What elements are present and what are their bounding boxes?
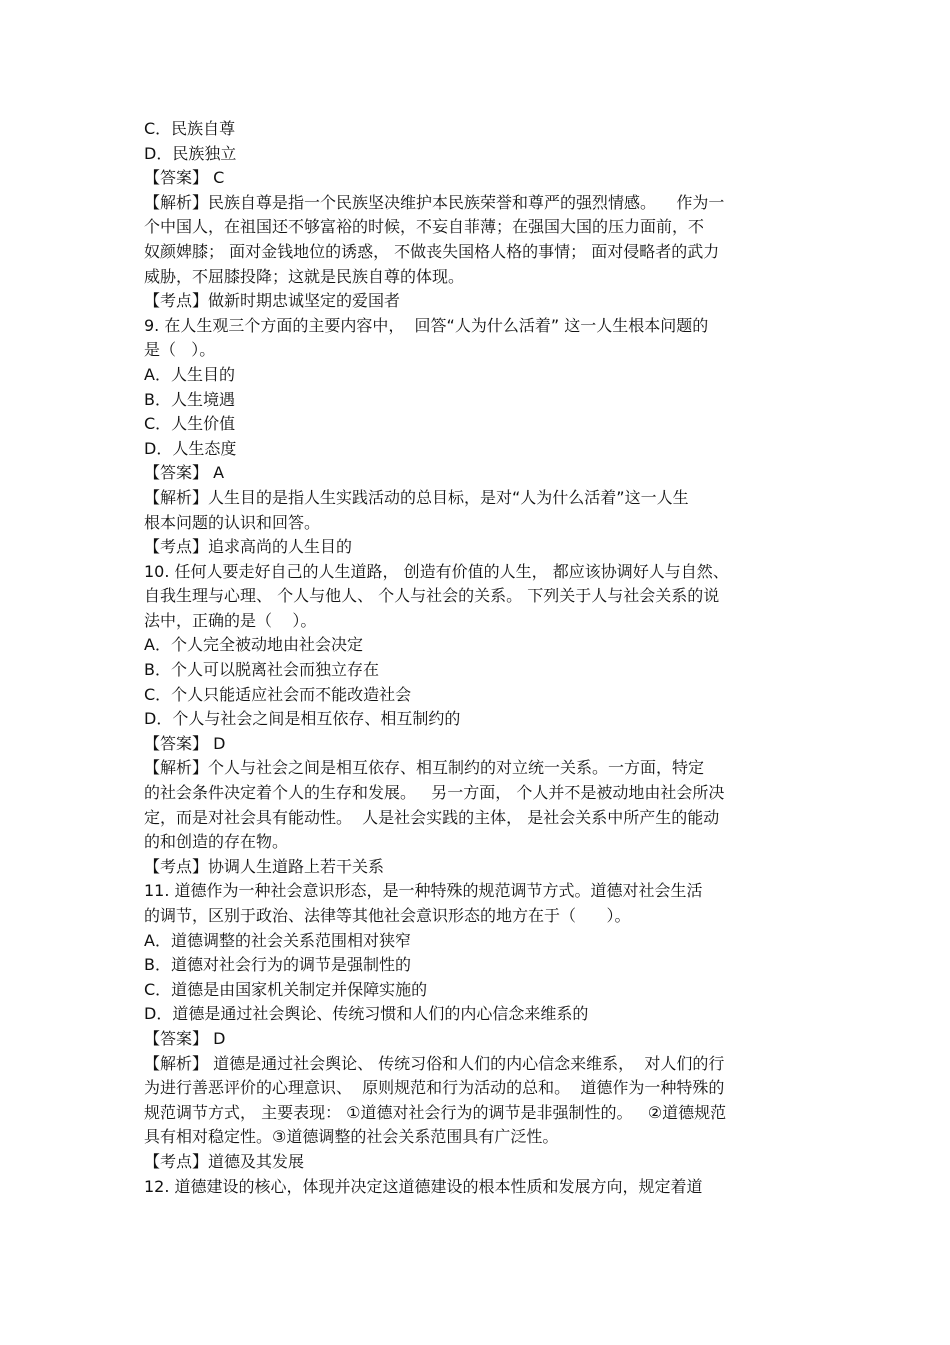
- text-line: 10. 任何人要走好自己的人生道路， 创造有价值的人生， 都应该协调好人与自然、: [144, 561, 729, 581]
- text-line: 具有相对稳定性。③道德调整的社会关系范围具有广泛性。: [144, 1127, 559, 1147]
- text-line: 根本问题的认识和回答。: [144, 512, 321, 532]
- text-line: A．个人完全被动地由社会决定: [144, 635, 363, 655]
- text-line: 【考点】道德及其发展: [144, 1151, 305, 1171]
- text-line: 11. 道德作为一种社会意识形态，是一种特殊的规范调节方式。道德对社会生活: [144, 881, 703, 901]
- text-line: 12. 道德建设的核心，体现并决定这道德建设的根本性质和发展方向，规定着道: [144, 1176, 703, 1196]
- text-line: C．民族自尊: [144, 119, 236, 138]
- text-line: 【解析】个人与社会之间是相互依存、相互制约的对立统一关系。一方面，特定: [144, 758, 705, 778]
- document-body: [144, 117, 824, 1199]
- text-line: D．道德是通过社会舆论、传统习惯和人们的内心信念来维系的: [144, 1004, 589, 1024]
- text-line: B．道德对社会行为的调节是强制性的: [144, 955, 411, 975]
- text-line: 【解析】人生目的是指人生实践活动的总目标，是对“人为什么活着”这一人生: [144, 487, 689, 507]
- text-line: 【考点】追求高尚的人生目的: [144, 537, 353, 557]
- text-line: 威胁，不屈膝投降；这就是民族自尊的体现。: [144, 266, 465, 286]
- text-line: 为进行善恶评价的心理意识、 原则规范和行为活动的总和。 道德作为一种特殊的: [144, 1078, 725, 1098]
- text-line: 的社会条件决定着个人的生存和发展。 另一方面， 个人并不是被动地由社会所决: [144, 783, 725, 803]
- text-line: D．民族独立: [144, 143, 237, 163]
- text-line: D．个人与社会之间是相互依存、相互制约的: [144, 709, 461, 729]
- text-line: 9. 在人生观三个方面的主要内容中， 回答“人为什么活着” 这一人生根本问题的: [144, 315, 709, 335]
- text-line: B．个人可以脱离社会而独立存在: [144, 660, 379, 680]
- text-line: 【考点】做新时期忠诚坚定的爱国者: [144, 291, 401, 311]
- text-line: D．人生态度: [144, 438, 237, 458]
- text-line: 法中，正确的是（ ）。: [144, 610, 317, 630]
- text-line: 【答案】 D: [144, 733, 226, 753]
- text-line: 奴颜婢膝； 面对金钱地位的诱惑， 不做丧失国格人格的事情； 面对侵略者的武力: [144, 241, 720, 261]
- text-line: 规范调节方式， 主要表现： ①道德对社会行为的调节是非强制性的。 ②道德规范: [144, 1102, 727, 1122]
- text-line: 的调节，区别于政治、法律等其他社会意识形态的地方在于（ ）。: [144, 906, 631, 925]
- text-line: 【答案】 A: [144, 463, 225, 483]
- text-line: A．人生目的: [144, 364, 235, 384]
- text-line: C．人生价值: [144, 414, 236, 434]
- text-line: 是（ ）。: [144, 340, 216, 360]
- text-line: 自我生理与心理、 个人与他人、 个人与社会的关系。 下列关于人与社会关系的说: [144, 586, 720, 606]
- text-line: 【答案】 D: [144, 1028, 226, 1048]
- text-line: 定，而是对社会具有能动性。 人是社会实践的主体， 是社会关系中所产生的能动: [144, 807, 720, 827]
- text-line: C．个人只能适应社会而不能改造社会: [144, 684, 412, 704]
- text-line: A．道德调整的社会关系范围相对狭窄: [144, 930, 411, 950]
- text-line: 【答案】 C: [144, 168, 225, 188]
- text-line: 的和创造的存在物。: [144, 832, 289, 852]
- text-line: 个中国人，在祖国还不够富裕的时候，不妄自菲薄；在强国大国的压力面前，不: [144, 217, 705, 237]
- text-line: 【解析】 道德是通过社会舆论、 传统习俗和人们的内心信念来维系， 对人们的行: [144, 1053, 725, 1073]
- text-line: B．人生境遇: [144, 389, 235, 409]
- text-line: C．道德是由国家机关制定并保障实施的: [144, 979, 428, 999]
- text-line: 【考点】协调人生道路上若干关系: [144, 856, 385, 876]
- text-line: 【解析】民族自尊是指一个民族坚决维护本民族荣誉和尊严的强烈情感。 作为一: [144, 192, 725, 212]
